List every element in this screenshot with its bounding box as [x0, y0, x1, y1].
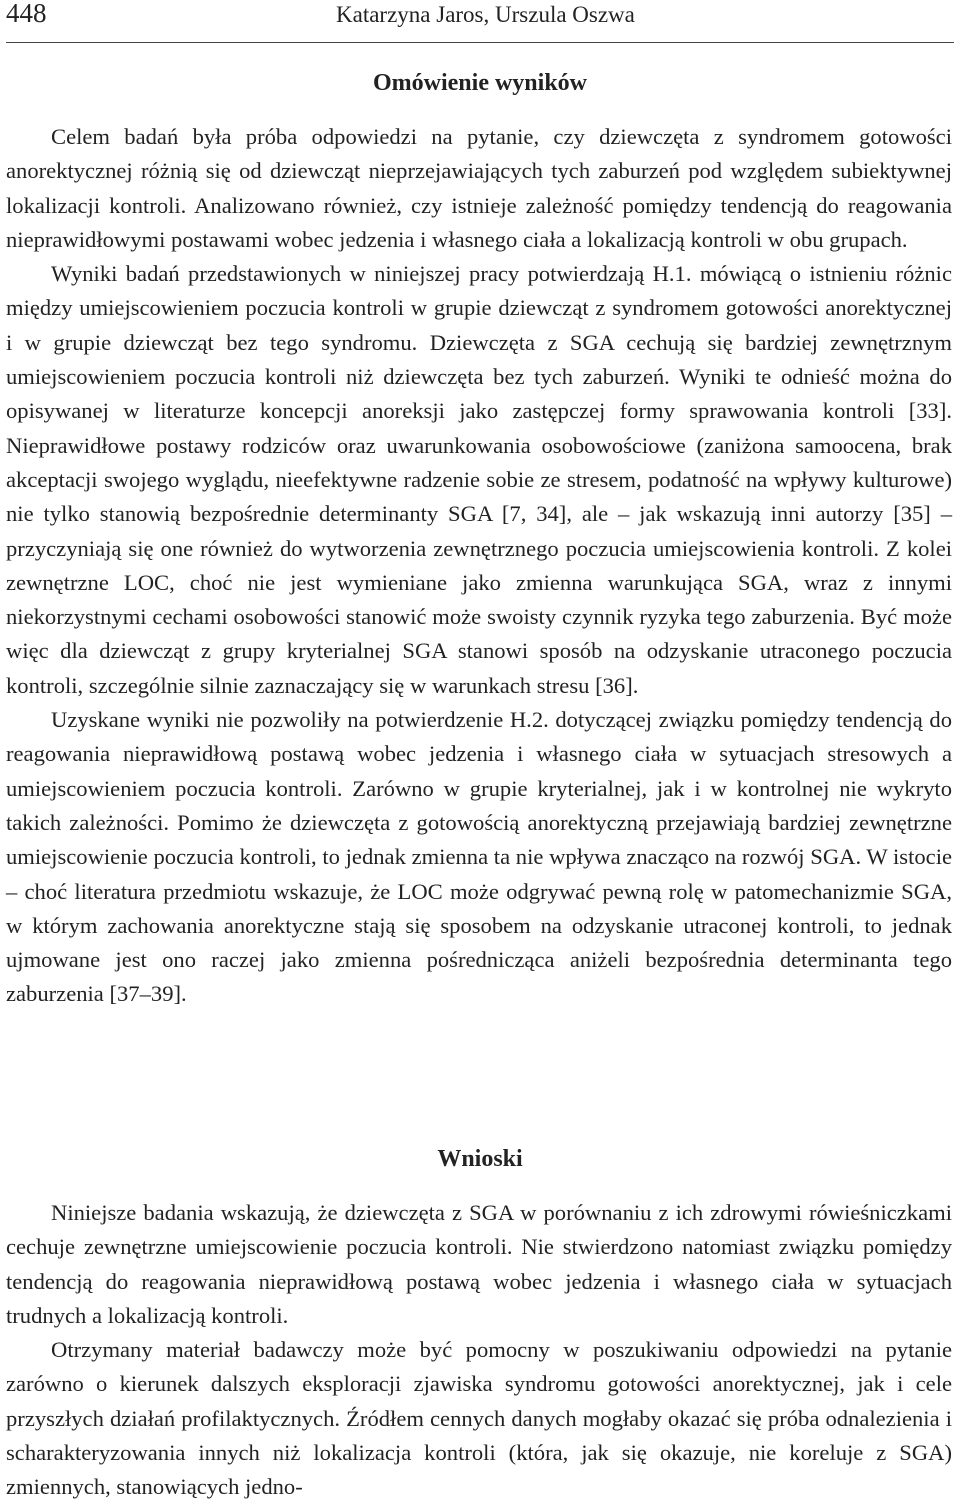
running-header	[6, 0, 954, 43]
section-body-discussion	[6, 120, 952, 1012]
paragraph: Otrzymany materiał badawczy może być pomocny w poszukiwaniu odpowiedzi na pytanie zarówno o kierunek dalszych eksploracji zjawiska syndromu gotowości anorektycznej, jak i cele przyszłych działań profilaktycznych. Źródłem cennych danych mogłaby okazać się próba odnalezienia i scharakteryzowania innych niż lokalizacja kontroli (która, jak się okazuje, nie koreluje z SGA) zmiennych, stanowiących jedno-	[6, 1337, 952, 1500]
paragraph: Niniejsze badania wskazują, że dziewczęta z SGA w porównaniu z ich zdrowymi rówieśniczkami cechuje zewnętrzne umiejscowienie poczucia kontroli. Nie stwierdzono natomiast związku pomiędzy tendencją do reagowania nieprawidłową postawą wobec jedzenia i własnego ciała w sytuacjach trudnych a lokalizacją kontroli.	[6, 1200, 952, 1328]
section-body-conclusions	[6, 1196, 952, 1505]
running-header-authors: Katarzyna Jaros, Urszula Oszwa	[336, 2, 635, 27]
section-heading-discussion: Omówienie wyników	[372, 70, 587, 96]
page-number: 448	[6, 0, 47, 28]
paragraph: Wyniki badań przedstawionych w niniejszej pracy potwierdzają H.1. mówiącą o istnieniu różnic między umiejscowieniem poczucia kontroli w grupie dziewcząt z syndromem gotowości anorektycznej i w grupie dziewcząt bez tego syndromu. Dziewczęta z SGA cechują się bardziej zewnętrznym umiejscowieniem poczucia kontroli niż dziewczęta bez tych zaburzeń. Wyniki te odnieść można do opisywanej w literaturze koncepcji anoreksji jako zastępczej formy sprawowania kontroli [33]. Nieprawidłowe postawy rodziców oraz uwarunkowania osobowościowe (zaniżona samoocena, brak akceptacji swojego wyglądu, nieefektywne radzenie sobie ze stresem, podatność na wpływy kulturowe) nie tylko stanowią bezpośrednie determinanty SGA [7, 34], ale – jak wskazują inni autorzy [35] – przyczyniają się one również do wytworzenia zewnętrznego poczucia umiejscowienia kontroli. Z kolei zewnętrzne LOC, choć nie jest wymieniane jako zmienna warunkująca SGA, wraz z innymi niekorzystnymi cechami osobowości stanowić może swoisty czynnik ryzyka tego zaburzenia. Być może więc dla dziewcząt z grupy kryterialnej SGA stanowi sposób na odzyskanie utraconego poczucia kontroli, szczególnie silnie zaznaczający się w warunkach stresu [36].	[6, 261, 952, 698]
paragraph: Celem badań była próba odpowiedzi na pytanie, czy dziewczęta z syndromem gotowości anorektycznej różnią się od dziewcząt nieprzejawiających tych zaburzeń pod względem subiektywnej lokalizacji kontroli. Analizowano również, czy istnieje zależność pomiędzy tendencją do reagowania nieprawidłowymi postawami wobec jedzenia i własnego ciała a lokalizacją kontroli w obu grupach.	[6, 124, 952, 252]
paragraph: Uzyskane wyniki nie pozwoliły na potwierdzenie H.2. dotyczącej związku pomiędzy tendencją do reagowania nieprawidłową postawą wobec jedzenia i własnego ciała w sytuacjach stresowych a umiejscowieniem poczucia kontroli. Zarówno w grupie kryterialnej, jak i w kontrolnej nie wykryto takich zależności. Pomimo że dziewczęta z gotowością anorektyczną przejawiają bardziej zewnętrzne umiejscowienie poczucia kontroli, to jednak zmienna ta nie wpływa znacząco na rozwój SGA. W istocie – choć literatura przedmiotu wskazuje, że LOC może odgrywać pewną rolę w patomechanizmie SGA, w którym zachowania anorektyczne stają się sposobem na odzyskanie utraconej kontroli, to jednak ujmowane jest ono raczej jako zmienna pośrednicząca aniżeli bezpośrednia determinanta tego zaburzenia [37–39].	[6, 707, 952, 1007]
section-heading-conclusions: Wnioski	[437, 1146, 523, 1172]
